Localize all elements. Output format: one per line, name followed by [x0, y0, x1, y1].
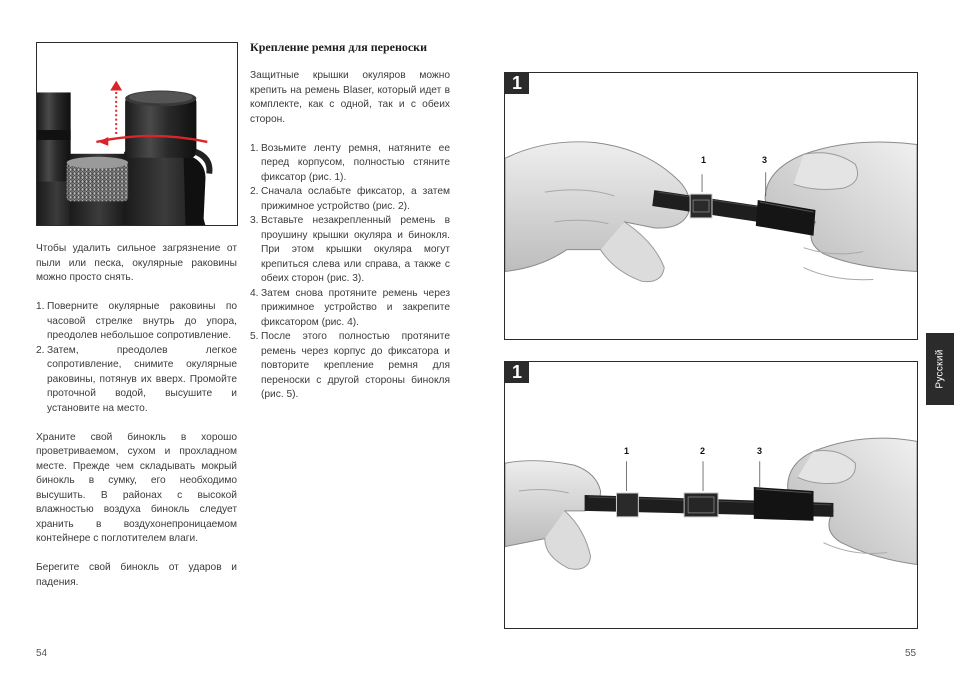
figure-2-badge: 1	[505, 362, 529, 383]
language-tab-label: Русский	[934, 349, 946, 389]
left-column-text	[36, 242, 237, 590]
page-number-left: 54	[36, 648, 48, 659]
figure-2-callout: 1	[624, 446, 630, 456]
page-number-right: 55	[905, 648, 917, 659]
figure-2-callout: 3	[757, 446, 763, 456]
strap-figure-2	[504, 361, 918, 629]
intro-paragraph: Чтобы удалить сильное загрязнение от пыли или песка, окулярные раковины можно просто снять.	[36, 243, 237, 283]
strap-figure-1	[504, 72, 918, 340]
storage-paragraph: Храните свой бинокль в хорошо проветриваемом, сухом и прохладном месте. Прежде чем складывать мокрый бинокль в сумку, его необходимо высушить. В районах с высокой влажностью воздуха бинокль следует хранить в воздухонепроницаемом контейнере с поглотителем влаги.	[36, 431, 237, 544]
section-heading: Крепление ремня для переноски	[250, 40, 428, 54]
eyecup-steps	[36, 300, 237, 416]
figure-1-callout: 1	[701, 155, 707, 165]
list-item: 3. Вставьте незакрепленный ремень в проушину крышки окуляра и бинокля. При этом крышки окуляра могут крепиться слева или справа, а также с обеих сторон (рис. 3).	[250, 215, 450, 284]
eyecup-illustration	[36, 42, 238, 226]
list-item: 2. Сначала ослабьте фиксатор, а затем прижимное устройство (рис. 2).	[250, 186, 450, 212]
list-item: 2. Затем, преодолев легкое сопротивление, снимите окулярные раковины, потянув их вверх. Промойте проточной водой, высушите и установите на место.	[36, 344, 237, 414]
list-item: 5. После этого полностью протяните ремень через корпус до фиксатора и повторите крепление ремня для переноски с другой стороны бинокля (рис. 5).	[250, 331, 450, 400]
care-paragraph: Берегите свой бинокль от ударов и падения.	[36, 562, 237, 588]
middle-column-text	[250, 69, 450, 403]
figure-1-badge: 1	[505, 73, 529, 94]
list-item: 1. Поверните окулярные раковины по часовой стрелке внутрь до упора, преодолев небольшое сопротивление.	[36, 301, 237, 341]
figure-2-callout: 2	[700, 446, 706, 456]
strap-steps	[250, 142, 450, 403]
list-item: 1. Возьмите ленту ремня, натяните ее перед корпусом, полностью стяните фиксатор (рис. 1).	[250, 142, 450, 183]
language-tab	[926, 333, 954, 405]
strap-intro-paragraph: Защитные крышки окуляров можно крепить на ремень Blaser, который идет в комплекте, как с одной, так и с обеих сторон.	[250, 70, 450, 125]
list-item: 4. Затем снова протяните ремень через прижимное устройство и закрепите фиксатором (рис. 4).	[250, 287, 450, 328]
figure-1-callout: 3	[762, 155, 768, 165]
